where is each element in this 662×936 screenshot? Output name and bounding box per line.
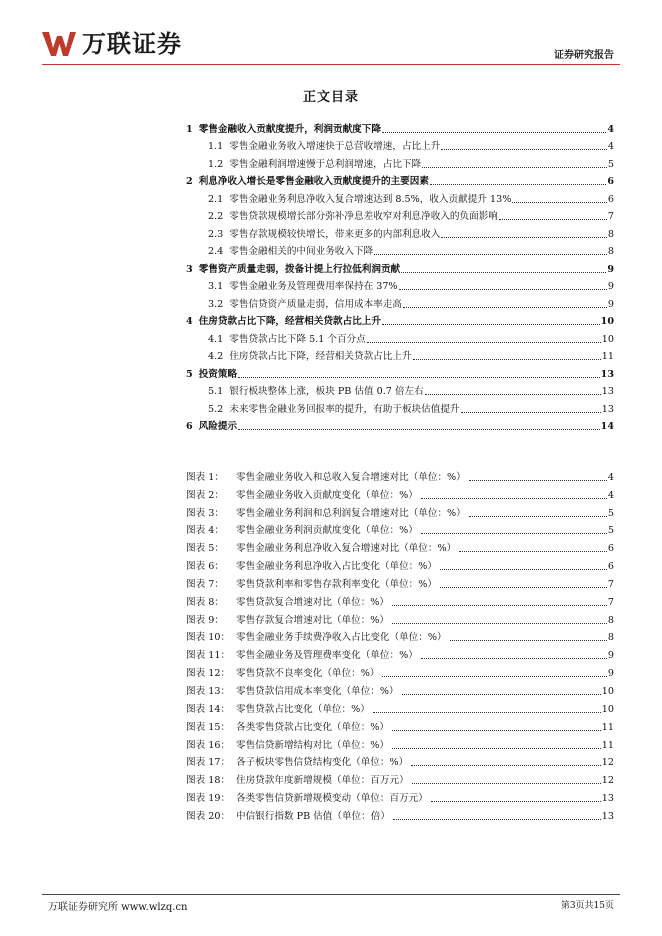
toc-entry-number: 6 xyxy=(186,421,193,432)
figure-entry-title: 零售贷款利率和零售存款利率变化（单位：%） xyxy=(236,578,437,590)
page-header xyxy=(0,0,662,72)
toc-entry[interactable] xyxy=(186,311,614,329)
toc-entry[interactable] xyxy=(186,258,614,276)
figure-leader-dots xyxy=(440,569,607,570)
toc-entry-title: 零售金融利润增速慢于总利润增速，占比下降 xyxy=(229,158,422,170)
toc-entry-page: 7 xyxy=(607,211,614,222)
figure-entry-label: 图表 13： xyxy=(186,685,231,697)
figure-entry-label: 图表 1： xyxy=(186,471,224,483)
toc-entry-title: 零售贷款占比下降 5.1 个百分点 xyxy=(229,333,366,345)
toc-leader-dots xyxy=(401,272,606,273)
toc-entry-title: 利息净收入增长是零售金融收入贡献度提升的主要因素 xyxy=(198,176,429,187)
figure-entry-title: 零售金融业务及管理费率变化（单位：%） xyxy=(236,650,418,662)
figure-entry-label: 图表 3： xyxy=(186,507,224,519)
toc-entry-title: 风险提示 xyxy=(198,421,238,432)
figure-entry[interactable] xyxy=(186,484,614,502)
toc-entry-number: 2.3 xyxy=(208,228,224,240)
toc-leader-dots xyxy=(441,237,607,238)
toc-entry-title: 零售金融业务收入增速快于总营收增速，占比上升 xyxy=(229,141,441,152)
toc-entry-number: 3.2 xyxy=(208,298,224,310)
toc-leader-dots xyxy=(374,254,607,255)
figure-entry-title: 零售贷款不良率变化（单位：%） xyxy=(236,668,380,680)
toc-leader-dots xyxy=(238,377,600,378)
toc-entry[interactable] xyxy=(186,363,614,381)
toc-leader-dots xyxy=(425,394,601,395)
toc-entry-title: 零售金融业务及管理费用率保持在 37% xyxy=(229,281,398,292)
toc-entry-page: 6 xyxy=(607,176,614,187)
toc-leader-dots xyxy=(382,324,600,325)
figure-entry[interactable] xyxy=(186,752,614,770)
toc-entry-title: 投资策略 xyxy=(198,368,238,380)
figure-entry[interactable] xyxy=(186,644,614,662)
toc-entry-number: 4.1 xyxy=(208,333,224,345)
figure-leader-dots xyxy=(373,712,601,713)
toc-leader-dots xyxy=(382,132,606,133)
figure-entry[interactable] xyxy=(186,627,614,645)
figure-entry-page: 12 xyxy=(601,775,614,787)
toc-entry-number: 5 xyxy=(186,368,193,380)
page-number: 第3页共15页 xyxy=(560,901,614,911)
table-of-contents xyxy=(186,118,614,433)
footer-divider xyxy=(42,894,620,895)
figure-entry[interactable] xyxy=(186,555,614,573)
toc-entry-number: 4 xyxy=(186,316,193,327)
figure-entry-page: 13 xyxy=(601,793,614,805)
figure-entry-title: 各类零售贷款占比变化（单位：%） xyxy=(236,721,390,733)
toc-leader-dots xyxy=(441,149,607,150)
figure-entry-label: 图表 20： xyxy=(186,810,231,822)
toc-entry-page: 13 xyxy=(601,403,614,415)
figure-entry-page: 9 xyxy=(607,668,614,680)
toc-leader-dots xyxy=(430,184,606,185)
toc-entry-title: 银行板块整体上涨，板块 PB 估值 0.7 倍左右 xyxy=(229,386,424,397)
figure-entry[interactable] xyxy=(186,805,614,823)
figure-leader-dots xyxy=(402,694,601,695)
figure-entry-title: 零售贷款信用成本率变化（单位：%） xyxy=(236,685,399,697)
figure-entry-title: 零售信贷新增结构对比（单位：%） xyxy=(236,739,390,751)
toc-entry-page: 11 xyxy=(601,351,614,362)
toc-entry-title: 零售金融收入贡献度提升，利润贡献度下降 xyxy=(198,123,381,135)
figure-entry[interactable] xyxy=(186,609,614,627)
figure-entry-page: 12 xyxy=(601,757,614,769)
footer-source: 万联证券研究所 www.wlzq.cn xyxy=(48,902,188,913)
figure-leader-dots xyxy=(421,533,607,534)
figure-entry-label: 图表 14： xyxy=(186,703,231,715)
figure-entry-page: 11 xyxy=(601,721,614,733)
toc-entry-page: 8 xyxy=(607,246,614,257)
toc-entry-page: 9 xyxy=(607,263,614,275)
toc-entry[interactable] xyxy=(186,188,614,206)
figure-entry-page: 10 xyxy=(601,685,614,697)
figure-leader-dots xyxy=(393,819,601,820)
toc-leader-dots xyxy=(512,202,607,203)
toc-leader-dots xyxy=(399,289,607,290)
toc-entry-page: 5 xyxy=(607,158,614,170)
figure-entry-title: 中信银行指数 PB 估值（单位：倍） xyxy=(236,810,390,822)
figure-leader-dots xyxy=(440,587,607,588)
figure-entry[interactable] xyxy=(186,520,614,538)
toc-entry-page: 10 xyxy=(601,333,614,345)
figure-leader-dots xyxy=(392,748,601,749)
figure-entry[interactable] xyxy=(186,537,614,555)
figure-entry[interactable] xyxy=(186,680,614,698)
header-divider xyxy=(42,64,620,65)
figure-entry-title: 零售金融业务收入和总收入复合增速对比（单位：%） xyxy=(236,471,466,483)
figure-entry-label: 图表 19： xyxy=(186,793,231,805)
toc-entry[interactable] xyxy=(186,346,614,364)
figure-leader-dots xyxy=(382,676,606,677)
report-type-label: 证券研究报告 xyxy=(554,50,614,61)
figure-entry-label: 图表 2： xyxy=(186,489,224,501)
figure-entry-page: 10 xyxy=(601,703,614,715)
figure-entry-page: 11 xyxy=(601,739,614,751)
logo-text: 万联证券 xyxy=(82,30,182,58)
figure-entry-title: 零售金融业务利润贡献度变化（单位：%） xyxy=(236,525,418,537)
figure-entry[interactable] xyxy=(186,591,614,609)
toc-entry-page: 9 xyxy=(607,281,614,292)
toc-entry[interactable] xyxy=(186,136,614,154)
figure-leader-dots xyxy=(392,730,601,731)
figure-entry-title: 零售金融业务手续费净收入占比变化（单位：%） xyxy=(236,632,447,644)
figure-entry-page: 6 xyxy=(607,543,614,555)
figure-entry-title: 住房贷款年度新增规模（单位：百万元） xyxy=(236,775,409,787)
figure-entry-title: 零售贷款复合增速对比（单位：%） xyxy=(236,596,390,608)
figure-entry[interactable] xyxy=(186,769,614,787)
toc-entry-title: 零售信贷资产质量走弱，信用成本率走高 xyxy=(229,298,402,310)
toc-entry-title: 住房贷款占比下降，经营相关贷款占比上升 xyxy=(198,316,381,327)
toc-entry-page: 9 xyxy=(607,298,614,310)
toc-entry-number: 2.1 xyxy=(208,193,224,205)
toc-leader-dots xyxy=(461,412,601,413)
toc-entry-number: 5.1 xyxy=(208,386,224,397)
toc-entry-title: 零售金融相关的中间业务收入下降 xyxy=(229,246,374,257)
figure-entry-label: 图表 15： xyxy=(186,721,231,733)
figure-leader-dots xyxy=(421,658,607,659)
figure-leader-dots xyxy=(392,623,607,624)
figure-entry[interactable] xyxy=(186,734,614,752)
figure-entry-title: 零售存款复合增速对比（单位：%） xyxy=(236,614,390,626)
toc-entry[interactable] xyxy=(186,381,614,399)
toc-entry-page: 4 xyxy=(607,123,614,135)
toc-entry-title: 零售存款规模较快增长，带来更多的内部利息收入 xyxy=(229,228,441,240)
figure-entry-page: 8 xyxy=(607,614,614,626)
figure-entry-page: 4 xyxy=(607,489,614,501)
toc-entry-page: 14 xyxy=(600,421,614,432)
toc-entry-number: 1.2 xyxy=(208,158,224,170)
toc-entry[interactable] xyxy=(186,276,614,294)
toc-title: 正文目录 xyxy=(302,90,359,105)
toc-entry[interactable] xyxy=(186,223,614,241)
figure-entry-label: 图表 4： xyxy=(186,525,224,537)
figure-entry-title: 零售金融业务利润和总利润复合增速对比（单位：%） xyxy=(236,507,466,519)
figure-entry-page: 8 xyxy=(607,632,614,644)
toc-entry[interactable] xyxy=(186,118,614,136)
figure-entry-title: 各类零售信贷新增规模变动（单位：百万元） xyxy=(236,793,428,805)
figure-entry-title: 零售金融业务利息净收入占比变化（单位：%） xyxy=(236,561,437,573)
figure-entry-page: 13 xyxy=(601,810,614,822)
figure-entry-label: 图表 11： xyxy=(186,650,231,662)
figure-leader-dots xyxy=(392,605,607,606)
toc-entry-number: 4.2 xyxy=(208,351,224,362)
figure-entry-label: 图表 9： xyxy=(186,614,224,626)
figure-entry[interactable] xyxy=(186,716,614,734)
figure-entry-page: 5 xyxy=(607,525,614,537)
toc-leader-dots xyxy=(422,167,607,168)
figure-leader-dots xyxy=(469,480,607,481)
toc-leader-dots xyxy=(367,342,601,343)
toc-entry[interactable] xyxy=(186,416,614,434)
figure-leader-dots xyxy=(469,516,607,517)
figure-list xyxy=(186,466,614,823)
figure-entry[interactable] xyxy=(186,698,614,716)
toc-entry-number: 1 xyxy=(186,123,193,135)
toc-entry-title: 未来零售金融业务回报率的提升，有助于板块估值提升 xyxy=(229,403,460,415)
figure-leader-dots xyxy=(450,640,607,641)
figure-leader-dots xyxy=(459,551,607,552)
figure-entry-label: 图表 10： xyxy=(186,632,231,644)
toc-entry[interactable] xyxy=(186,206,614,224)
figure-entry-label: 图表 7： xyxy=(186,578,224,590)
toc-entry-number: 1.1 xyxy=(208,141,224,152)
figure-entry-label: 图表 17： xyxy=(186,757,231,769)
wanlian-logo-icon xyxy=(42,30,78,58)
figure-entry-title: 零售金融业务收入贡献度变化（单位：%） xyxy=(236,489,418,501)
figure-entry-page: 6 xyxy=(607,561,614,573)
toc-entry-page: 13 xyxy=(600,368,614,380)
figure-entry-title: 零售贷款占比变化（单位：%） xyxy=(236,703,370,715)
figure-leader-dots xyxy=(421,498,607,499)
figure-entry[interactable] xyxy=(186,787,614,805)
toc-entry-page: 6 xyxy=(607,193,614,205)
figure-entry[interactable] xyxy=(186,573,614,591)
toc-entry-title: 零售金融业务利息净收入复合增速达到 8.5%，收入贡献提升 13% xyxy=(229,193,512,205)
figure-entry-title: 零售金融业务利息净收入复合增速对比（单位：%） xyxy=(236,543,457,555)
figure-entry[interactable] xyxy=(186,466,614,484)
toc-leader-dots xyxy=(403,307,607,308)
toc-entry-title: 住房贷款占比下降，经营相关贷款占比上升 xyxy=(229,351,412,362)
figure-entry-label: 图表 6： xyxy=(186,561,224,573)
toc-leader-dots xyxy=(413,359,601,360)
figure-leader-dots xyxy=(412,783,601,784)
figure-entry-page: 7 xyxy=(607,578,614,590)
toc-entry-number: 3 xyxy=(186,263,193,275)
toc-leader-dots xyxy=(238,429,600,430)
figure-entry-label: 图表 18： xyxy=(186,775,231,787)
toc-entry-page: 13 xyxy=(601,386,614,397)
figure-entry-page: 5 xyxy=(607,507,614,519)
toc-entry[interactable] xyxy=(186,293,614,311)
figure-entry-title: 各子板块零售信贷结构变化（单位：%） xyxy=(236,757,409,769)
toc-entry-number: 2 xyxy=(186,176,193,187)
toc-entry-number: 3.1 xyxy=(208,281,224,292)
figure-entry-label: 图表 5： xyxy=(186,543,224,555)
figure-entry-page: 4 xyxy=(607,471,614,483)
toc-entry[interactable] xyxy=(186,153,614,171)
toc-entry-title: 零售贷款规模增长部分弥补净息差收窄对利息净收入的负面影响 xyxy=(229,211,498,222)
toc-entry[interactable] xyxy=(186,241,614,259)
figure-entry-label: 图表 8： xyxy=(186,596,224,608)
toc-entry[interactable] xyxy=(186,328,614,346)
figure-leader-dots xyxy=(411,765,601,766)
figure-entry[interactable] xyxy=(186,662,614,680)
toc-entry-page: 8 xyxy=(607,228,614,240)
toc-entry[interactable] xyxy=(186,171,614,189)
toc-entry-number: 2.4 xyxy=(208,246,224,257)
figure-entry-page: 7 xyxy=(607,596,614,608)
figure-entry-label: 图表 12： xyxy=(186,668,231,680)
company-logo xyxy=(42,30,182,58)
toc-entry[interactable] xyxy=(186,398,614,416)
figure-entry-label: 图表 16： xyxy=(186,739,231,751)
toc-entry-page: 4 xyxy=(607,141,614,152)
toc-entry-number: 5.2 xyxy=(208,403,224,415)
toc-leader-dots xyxy=(499,219,607,220)
toc-entry-number: 2.2 xyxy=(208,211,224,222)
figure-entry-page: 9 xyxy=(607,650,614,662)
toc-entry-page: 10 xyxy=(600,316,614,327)
toc-entry-title: 零售资产质量走弱，拨备计提上行拉低利润贡献 xyxy=(198,263,401,275)
figure-leader-dots xyxy=(431,801,601,802)
figure-entry[interactable] xyxy=(186,502,614,520)
